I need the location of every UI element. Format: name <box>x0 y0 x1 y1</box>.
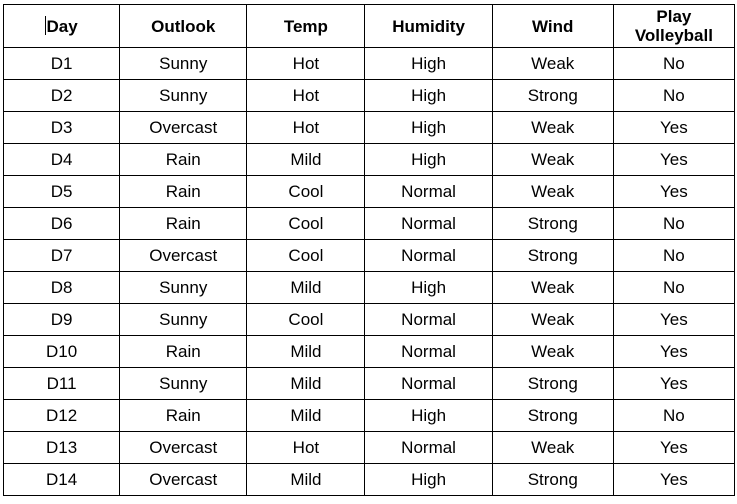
table-row <box>4 304 735 336</box>
cell-wind[interactable]: Strong <box>492 368 613 400</box>
cell-outlook[interactable]: Sunny <box>120 80 247 112</box>
cell-humidity[interactable]: Normal <box>365 368 492 400</box>
cell-humidity[interactable]: Normal <box>365 240 492 272</box>
play-volleyball-table <box>3 4 735 496</box>
cell-wind[interactable]: Strong <box>492 400 613 432</box>
cell-day[interactable]: D1 <box>4 48 120 80</box>
cell-temp[interactable]: Hot <box>247 48 365 80</box>
cell-outlook[interactable]: Sunny <box>120 48 247 80</box>
cell-temp[interactable]: Cool <box>247 304 365 336</box>
cell-play-volleyball[interactable]: Yes <box>613 336 734 368</box>
table-row <box>4 48 735 80</box>
cell-humidity[interactable]: High <box>365 112 492 144</box>
cell-wind[interactable]: Strong <box>492 464 613 496</box>
cell-day[interactable]: D5 <box>4 176 120 208</box>
cell-temp[interactable]: Mild <box>247 144 365 176</box>
cell-wind[interactable]: Weak <box>492 176 613 208</box>
cell-outlook[interactable]: Overcast <box>120 240 247 272</box>
cell-humidity[interactable]: High <box>365 48 492 80</box>
cell-humidity[interactable]: High <box>365 464 492 496</box>
table-row <box>4 336 735 368</box>
cell-outlook[interactable]: Rain <box>120 400 247 432</box>
table-header-row <box>4 5 735 48</box>
header-outlook[interactable]: Outlook <box>120 5 247 48</box>
table-row <box>4 400 735 432</box>
cell-day[interactable]: D2 <box>4 80 120 112</box>
cell-play-volleyball[interactable]: Yes <box>613 176 734 208</box>
cell-wind[interactable]: Weak <box>492 304 613 336</box>
cell-day[interactable]: D10 <box>4 336 120 368</box>
cell-play-volleyball[interactable]: No <box>613 48 734 80</box>
cell-temp[interactable]: Hot <box>247 80 365 112</box>
table-row <box>4 368 735 400</box>
cell-play-volleyball[interactable]: Yes <box>613 464 734 496</box>
cell-humidity[interactable]: High <box>365 80 492 112</box>
cell-day[interactable]: D9 <box>4 304 120 336</box>
header-wind[interactable]: Wind <box>492 5 613 48</box>
cell-outlook[interactable]: Rain <box>120 336 247 368</box>
cell-wind[interactable]: Weak <box>492 48 613 80</box>
cell-temp[interactable]: Cool <box>247 240 365 272</box>
cell-wind[interactable]: Strong <box>492 208 613 240</box>
header-play-volleyball[interactable] <box>613 5 734 48</box>
cell-outlook[interactable]: Rain <box>120 144 247 176</box>
cell-outlook[interactable]: Sunny <box>120 304 247 336</box>
cell-outlook[interactable]: Overcast <box>120 464 247 496</box>
cell-temp[interactable]: Cool <box>247 176 365 208</box>
cell-humidity[interactable]: Normal <box>365 336 492 368</box>
cell-play-volleyball[interactable]: Yes <box>613 144 734 176</box>
table-row <box>4 112 735 144</box>
table-row <box>4 464 735 496</box>
cell-play-volleyball[interactable]: No <box>613 272 734 304</box>
cell-play-volleyball[interactable]: No <box>613 80 734 112</box>
cell-play-volleyball[interactable]: Yes <box>613 368 734 400</box>
cell-day[interactable]: D3 <box>4 112 120 144</box>
cell-humidity[interactable]: High <box>365 272 492 304</box>
table-row <box>4 208 735 240</box>
cell-humidity[interactable]: Normal <box>365 304 492 336</box>
cell-wind[interactable]: Strong <box>492 80 613 112</box>
cell-play-volleyball[interactable]: No <box>613 240 734 272</box>
cell-temp[interactable]: Hot <box>247 112 365 144</box>
cell-day[interactable]: D6 <box>4 208 120 240</box>
cell-temp[interactable]: Mild <box>247 368 365 400</box>
cell-outlook[interactable]: Overcast <box>120 112 247 144</box>
cell-day[interactable]: D8 <box>4 272 120 304</box>
cell-wind[interactable]: Weak <box>492 336 613 368</box>
cell-wind[interactable]: Strong <box>492 240 613 272</box>
header-play-line1: Play <box>656 7 692 26</box>
table-row <box>4 432 735 464</box>
cell-day[interactable]: D11 <box>4 368 120 400</box>
header-day-label: Day <box>46 17 78 36</box>
header-temp[interactable]: Temp <box>247 5 365 48</box>
cell-play-volleyball[interactable]: Yes <box>613 112 734 144</box>
table-body <box>4 48 735 496</box>
cell-play-volleyball[interactable]: Yes <box>613 304 734 336</box>
cell-outlook[interactable]: Overcast <box>120 432 247 464</box>
cell-day[interactable]: D12 <box>4 400 120 432</box>
cell-wind[interactable]: Weak <box>492 144 613 176</box>
cell-temp[interactable]: Mild <box>247 336 365 368</box>
cell-humidity[interactable]: Normal <box>365 208 492 240</box>
cell-day[interactable]: D13 <box>4 432 120 464</box>
cell-outlook[interactable]: Sunny <box>120 368 247 400</box>
cell-day[interactable]: D14 <box>4 464 120 496</box>
cell-temp[interactable]: Cool <box>247 208 365 240</box>
cell-humidity[interactable]: Normal <box>365 176 492 208</box>
table-row <box>4 80 735 112</box>
cell-outlook[interactable]: Rain <box>120 176 247 208</box>
table-row <box>4 240 735 272</box>
cell-humidity[interactable]: High <box>365 144 492 176</box>
cell-play-volleyball[interactable]: No <box>613 400 734 432</box>
cell-outlook[interactable]: Rain <box>120 208 247 240</box>
cell-temp[interactable]: Hot <box>247 432 365 464</box>
table-row <box>4 176 735 208</box>
header-humidity[interactable]: Humidity <box>365 5 492 48</box>
cell-temp[interactable]: Mild <box>247 464 365 496</box>
cell-day[interactable]: D4 <box>4 144 120 176</box>
cell-day[interactable]: D7 <box>4 240 120 272</box>
cell-wind[interactable]: Weak <box>492 272 613 304</box>
cell-wind[interactable]: Weak <box>492 432 613 464</box>
table-row <box>4 272 735 304</box>
cell-humidity[interactable]: High <box>365 400 492 432</box>
cell-humidity[interactable]: Normal <box>365 432 492 464</box>
header-day[interactable] <box>4 5 120 48</box>
header-play-line2: Volleyball <box>634 26 713 45</box>
cell-play-volleyball[interactable]: No <box>613 208 734 240</box>
table-row <box>4 144 735 176</box>
cell-temp[interactable]: Mild <box>247 400 365 432</box>
cell-play-volleyball[interactable]: Yes <box>613 432 734 464</box>
cell-wind[interactable]: Weak <box>492 112 613 144</box>
cell-outlook[interactable]: Sunny <box>120 272 247 304</box>
cell-temp[interactable]: Mild <box>247 272 365 304</box>
